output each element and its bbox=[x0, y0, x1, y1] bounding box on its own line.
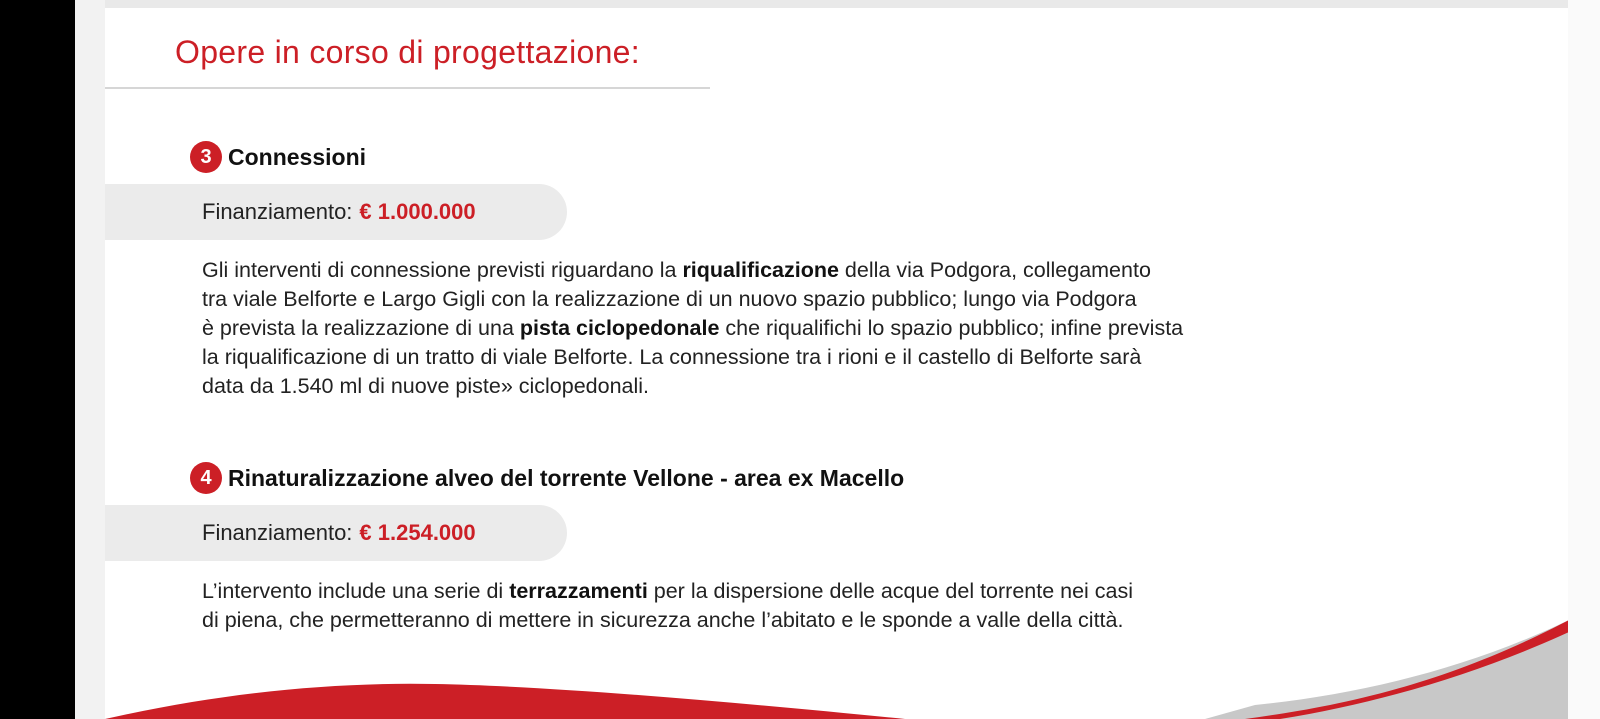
funding-label: Finanziamento: bbox=[202, 199, 353, 224]
text-span: per la dispersione delle acque del torrente nei casi bbox=[647, 579, 1134, 603]
funding-amount: € 1.000.000 bbox=[359, 199, 476, 224]
funding-pill bbox=[105, 184, 567, 240]
text-line: la riqualificazione di un tratto di viale Belforte. La connessione tra i rioni e il castello di Belforte sarà bbox=[202, 345, 1142, 369]
text-span: che riqualifichi lo spazio pubblico; infine prevista bbox=[719, 316, 1184, 340]
text-span: della via Podgora, collegamento bbox=[838, 258, 1151, 282]
section-title-text: Rinaturalizzazione alveo del torrente Vellone - area ex Macello bbox=[228, 464, 905, 491]
number-badge: 4 bbox=[190, 462, 222, 494]
bold-text: terrazzamenti bbox=[509, 579, 648, 603]
top-bar bbox=[105, 0, 1569, 8]
funding-pill bbox=[105, 505, 567, 561]
heading-divider bbox=[105, 87, 710, 89]
section-description bbox=[202, 256, 1442, 401]
text-line: di piena, che permetteranno di mettere in sicurezza anche l’abitato e le sponde a valle della città. bbox=[202, 608, 1124, 632]
page-heading: Opere in corso di progettazione: bbox=[175, 34, 640, 70]
section-title-connessioni bbox=[190, 141, 366, 173]
text-span: è prevista la realizzazione di una bbox=[202, 316, 520, 340]
section-title-rinaturalizzazione bbox=[190, 462, 904, 494]
document-slide bbox=[75, 0, 1568, 719]
funding-label: Finanziamento: bbox=[202, 520, 353, 545]
section-title-text: Connessioni bbox=[228, 143, 367, 170]
number-badge: 3 bbox=[190, 141, 222, 173]
right-margin bbox=[1568, 0, 1600, 719]
text-line: tra viale Belforte e Largo Gigli con la realizzazione di un nuovo spazio pubblico; lungo via Podgora bbox=[202, 287, 1137, 311]
text-span: Gli interventi di connessione previsti riguardano la bbox=[202, 258, 683, 282]
text-span: L’intervento include una serie di bbox=[202, 579, 510, 603]
bold-text: pista ciclopedonale bbox=[519, 316, 720, 340]
decorative-wave bbox=[105, 600, 1569, 719]
text-line: data da 1.540 ml di nuove piste» ciclopedonali. bbox=[202, 374, 650, 398]
document-page bbox=[105, 0, 1569, 719]
bold-text: riqualificazione bbox=[682, 258, 839, 282]
funding-amount: € 1.254.000 bbox=[359, 520, 476, 545]
